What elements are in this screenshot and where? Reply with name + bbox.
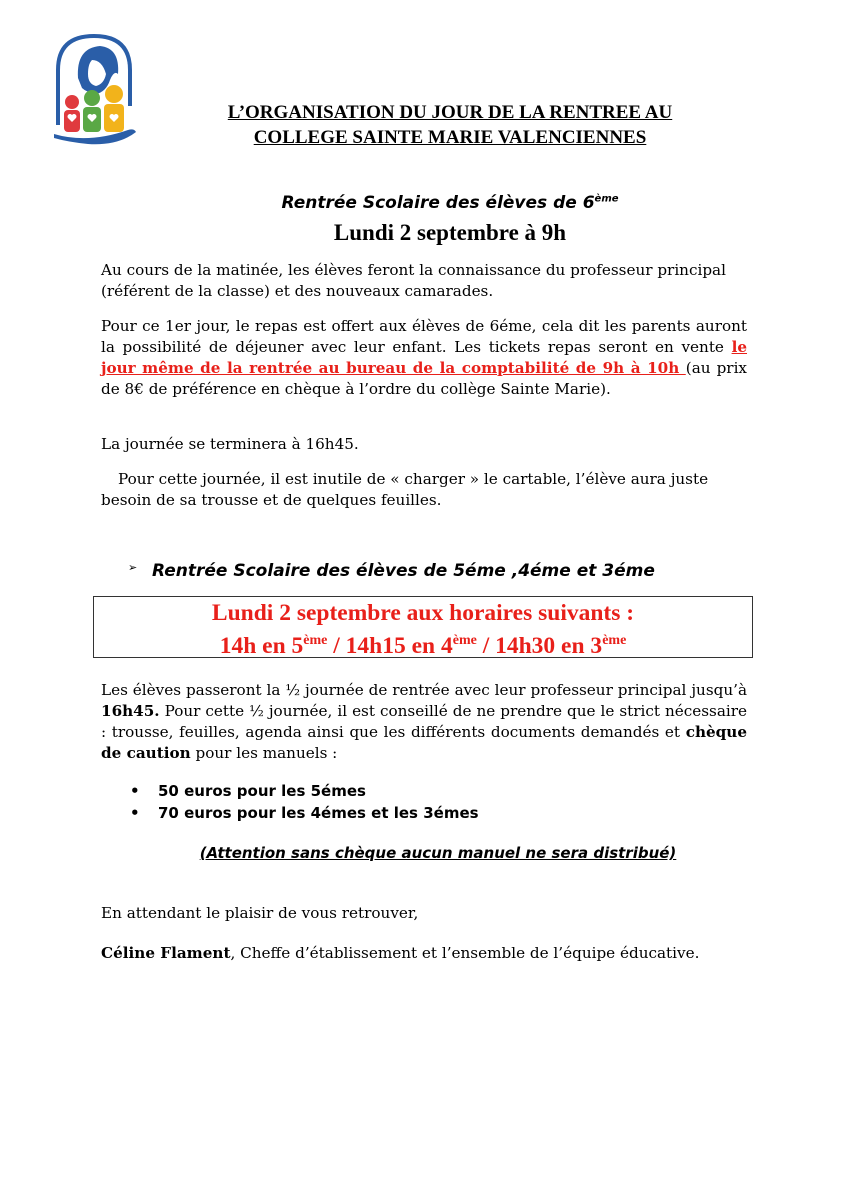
section1-paragraph-2 — [101, 316, 747, 400]
title-line-2: COLLEGE SAINTE MARIE VALENCIENNES — [253, 127, 647, 148]
signature — [101, 943, 747, 964]
document-title — [150, 100, 750, 150]
section1-paragraph-3: La journée se terminera à 16h45. — [101, 435, 359, 453]
signature-rest: , Cheffe d’établissement et l’ensemble de l’équipe éducative. — [230, 944, 700, 962]
section1-paragraph-1: Au cours de la matinée, les élèves feront la connaissance du professeur principal (référent de la classe) et des nouveaux camarades. — [101, 261, 726, 300]
schedule-time-5: 14h en 5 — [219, 632, 304, 659]
section2-bullet-arrow-icon: ➢ — [128, 561, 138, 574]
section1-subtitle-sup: ème — [594, 193, 619, 205]
section2-text-c: pour les manuels : — [190, 744, 338, 762]
section1-paragraph-4: Pour cette journée, il est inutile de « charger » le cartable, l’élève aura juste besoin de sa trousse et de quelques feuilles. — [101, 470, 709, 509]
para2-text-a: Pour ce 1er jour, le repas est offert aux élèves de 6éme, cela dit les parents auront la possibilité de déjeuner avec leur enfant. Les tickets repas seront en vente — [101, 317, 747, 356]
para2-highlight: le jour même de la rentrée au bureau de la comptabilité de 9h à 10h — [101, 338, 747, 377]
schedule-sup-3: ème — [602, 633, 627, 648]
section2-bold-cheque: chèque de caution — [101, 723, 747, 762]
section1-date: Lundi 2 septembre à 9h — [333, 220, 567, 245]
schedule-box-line-2 — [94, 627, 752, 660]
closing-line: En attendant le plaisir de vous retrouver, — [101, 904, 419, 922]
section2-bold-time: 16h45. — [101, 702, 160, 720]
deposit-list — [130, 780, 479, 824]
college-logo — [48, 30, 140, 148]
list-item: • 50 euros pour les 5émes — [130, 780, 479, 802]
section2-text-b: Pour cette ½ journée, il est conseillé de ne prendre que le strict nécessaire : trousse, feuilles, agenda ainsi que les différents documents demandés et — [101, 702, 747, 741]
section2-text-a: Les élèves passeront la ½ journée de rentrée avec leur professeur principal jusqu’à — [101, 681, 747, 699]
section2-paragraph — [101, 680, 747, 764]
para2-text-b: (au prix de 8€ de préférence en chèque à l’ordre du collège Sainte Marie). — [101, 359, 747, 398]
schedule-box-line-1: Lundi 2 septembre aux horaires suivants : — [211, 600, 635, 626]
section1-subtitle — [100, 193, 800, 213]
title-line-1: L’ORGANISATION DU JOUR DE LA RENTREE AU — [227, 102, 673, 123]
warning-note: (Attention sans chèque aucun manuel ne sera distribué) — [199, 844, 677, 862]
section1-subtitle-text: Rentrée Scolaire des élèves de 6 — [281, 193, 595, 213]
schedule-sup-4: ème — [452, 633, 477, 648]
section2-title: Rentrée Scolaire des élèves de 5éme ,4éme et 3éme — [152, 561, 655, 581]
schedule-time-4: / 14h15 en 4 — [327, 632, 453, 659]
schedule-time-3: / 14h30 en 3 — [476, 632, 603, 659]
signature-name: Céline Flament — [101, 944, 231, 962]
list-item: • 70 euros pour les 4émes et les 3émes — [130, 802, 479, 824]
schedule-sup-5: ème — [303, 633, 328, 648]
schedule-box — [93, 596, 753, 658]
